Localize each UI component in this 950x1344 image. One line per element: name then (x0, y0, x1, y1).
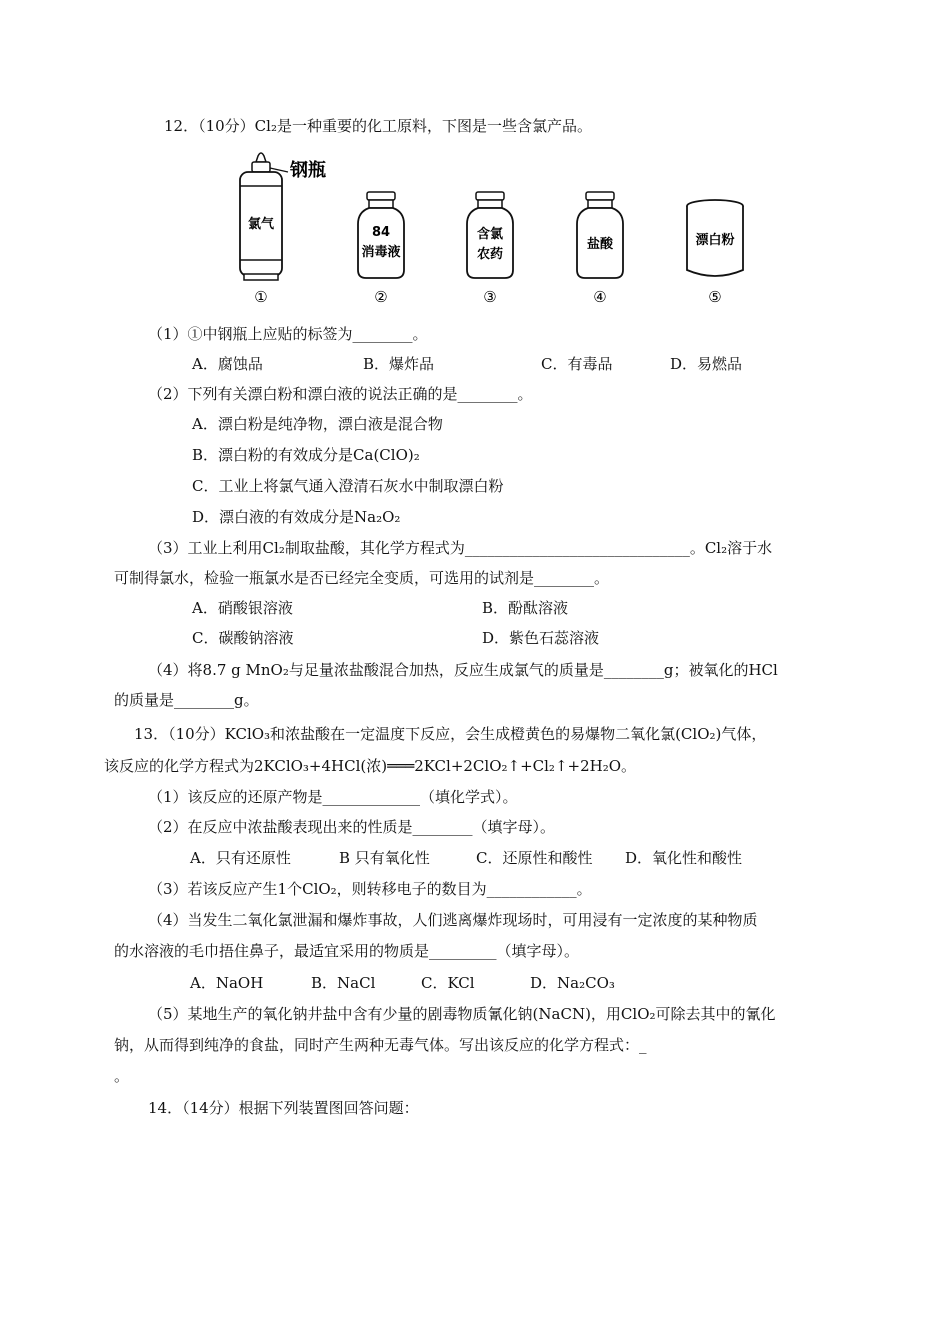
item-5-label: 漂白粉 (695, 233, 735, 248)
q13-part5-line1: （5）某地生产的氧化钠井盐中含有少量的剧毒物质氰化钠(NaCN)，用ClO₂可除去其中的氰化 (148, 1005, 776, 1023)
q13-part1: （1）该反应的还原产物是_____________（填化学式）。 (148, 788, 518, 806)
item-2-label-2: 消毒液 (361, 245, 401, 260)
q12-header: 12．（10分）Cl₂是一种重要的化工原料，下图是一些含氯产品。 (164, 117, 592, 135)
q13-p2-opt-a: A．只有还原性 (190, 849, 291, 867)
item-2-num: ② (374, 288, 388, 306)
q12-part2: （2）下列有关漂白粉和漂白液的说法正确的是________。 (148, 385, 533, 403)
cylinder-callout: 钢瓶 (290, 160, 326, 181)
q13-p2-opt-d: D．氧化性和酸性 (625, 849, 743, 867)
q13-p4-opt-b: B．NaCl (311, 974, 376, 992)
item-1-num: ① (254, 288, 268, 306)
q12-part3-line2: 可制得氯水，检验一瓶氯水是否已经完全变质，可选用的试剂是________。 (114, 569, 610, 587)
q12-p2-opt-d: D．漂白液的有效成分是Na₂O₂ (192, 508, 401, 526)
item-3-num: ③ (483, 288, 497, 306)
q12-p3-opt-d: D．紫色石蕊溶液 (482, 629, 600, 647)
q12-part3-line1: （3）工业上利用Cl₂制取盐酸，其化学方程式为______________________________。Cl₂溶于水 (148, 539, 773, 557)
item-4-label: 盐酸 (586, 237, 614, 252)
q12-p3-opt-b: B．酚酞溶液 (482, 599, 569, 617)
q12-part1: （1）①中钢瓶上应贴的标签为________。 (148, 325, 428, 343)
bottle-icon (577, 192, 623, 278)
q13-part2: （2）在反应中浓盐酸表现出来的性质是________（填字母）。 (148, 818, 556, 836)
item-1-label: 氯气 (247, 217, 275, 232)
q12-p2-opt-a: A．漂白粉是纯净物，漂白液是混合物 (192, 415, 443, 433)
q13-p4-opt-d: D．Na₂CO₃ (530, 974, 615, 992)
chlorine-products-figure (230, 150, 760, 310)
q12-p1-opt-d: D．易燃品 (670, 355, 743, 373)
item-4-num: ④ (593, 288, 607, 306)
q14-header: 14．（14分）根据下列装置图回答问题： (148, 1099, 419, 1117)
q13-part4-line1: （4）当发生二氧化氯泄漏和爆炸事故，人们逃离爆炸现场时，可用浸有一定浓度的某种物质 (148, 911, 758, 929)
q13-part4-line2: 的水溶液的毛巾捂住鼻子，最适宜采用的物质是_________（填字母）。 (114, 942, 580, 960)
q12-part4-line1: （4）将8.7 g MnO₂与足量浓盐酸混合加热，反应生成氯气的质量是________g；被氧化的HCl (148, 661, 778, 679)
q13-header: 13．（10分）KClO₃和浓盐酸在一定温度下反应，会生成橙黄色的易爆物二氧化氯(ClO₂)气体， (134, 725, 767, 743)
q13-part3: （3）若该反应产生1个ClO₂，则转移电子的数目为____________。 (148, 880, 592, 898)
q12-p3-opt-a: A．硝酸银溶液 (192, 599, 293, 617)
item-3-label-1: 含氯 (476, 227, 504, 242)
q13-p2-opt-c: C．还原性和酸性 (476, 849, 593, 867)
item-5-num: ⑤ (708, 288, 722, 306)
q13-part5-line2: 钠，从而得到纯净的食盐，同时产生两种无毒气体。写出该反应的化学方程式：_ (114, 1036, 647, 1054)
q12-part4-line2: 的质量是________g。 (114, 691, 259, 709)
q13-equation: 该反应的化学方程式为2KClO₃+4HCl(浓)═══2KCl+2ClO₂↑+Cl₂↑+2H₂O。 (104, 757, 637, 775)
q12-p2-opt-c: C．工业上将氯气通入澄清石灰水中制取漂白粉 (192, 477, 504, 495)
q12-p1-opt-b: B．爆炸品 (363, 355, 435, 373)
q12-p1-opt-c: C．有毒品 (541, 355, 613, 373)
q13-p4-opt-a: A．NaOH (190, 974, 264, 992)
q13-p2-opt-b: B 只有氧化性 (339, 849, 430, 867)
q13-p4-opt-c: C．KCl (421, 974, 475, 992)
q12-p2-opt-b: B．漂白粉的有效成分是Ca(ClO)₂ (192, 446, 420, 464)
item-2-label-1: 84 (371, 225, 391, 240)
item-3-label-2: 农药 (476, 247, 504, 262)
q12-p3-opt-c: C．碳酸钠溶液 (192, 629, 294, 647)
q12-p1-opt-a: A．腐蚀品 (192, 355, 263, 373)
q13-part5-line3: 。 (114, 1067, 130, 1085)
